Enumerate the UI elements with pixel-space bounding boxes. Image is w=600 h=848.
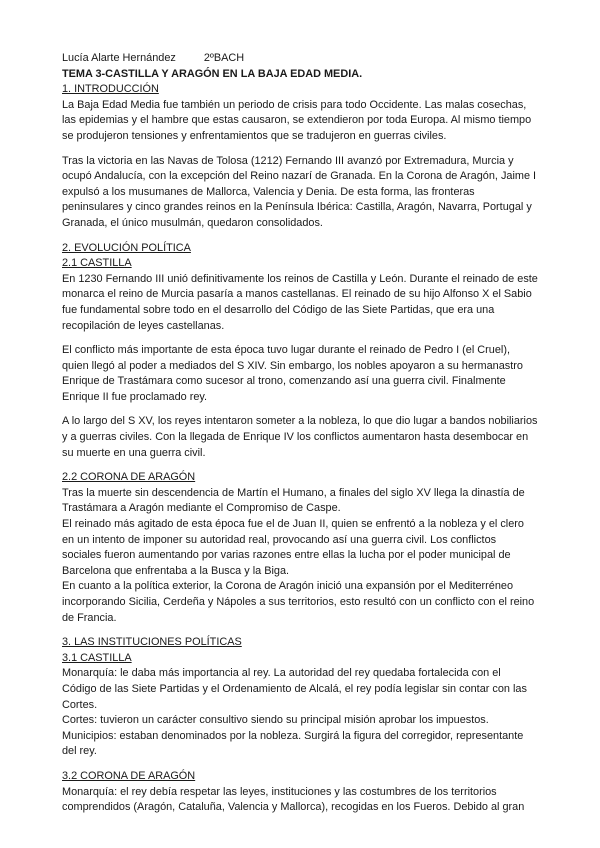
- subsection-heading-aragon-instituciones: 3.2 CORONA DE ARAGÓN: [62, 769, 196, 782]
- paragraph: Tras la muerte sin descendencia de Martín el Humano, a finales del siglo XV llega la dinastía de Trastámara a Aragón mediante el Compromiso de Caspe.: [62, 486, 525, 515]
- paragraph: Monarquía: el rey debía respetar las leyes, instituciones y las costumbres de los territorios comprendidos (Aragón, Cataluña, Valencia y Mallorca), recogidas en los Fueros. Debido al gran: [62, 785, 525, 814]
- paragraph: Cortes: tuvieron un carácter consultivo siendo su principal misión aprobar los impuestos.: [62, 714, 489, 727]
- section-heading-instituciones: 3. LAS INSTITUCIONES POLÍTICAS: [62, 636, 242, 649]
- subsection-heading-castilla-instituciones: 3.1 CASTILLA: [62, 651, 132, 664]
- paragraph: Tras la victoria en las Navas de Tolosa (1212) Fernando III avanzó por Extremadura, Murcia y ocupó Andalucía, con la excepción del Reino nazarí de Granada. En la Corona de Aragón, Jaime I expulsó a los musumanes de Mallorca, Valencia y Denia. De esta forma, las fronteras peninsulares y cinco grandes reinos en la Península Ibérica: Castilla, Aragón, Navarra, Portugal y Granada, el único musulmán, quedaron consolidados.: [62, 154, 537, 229]
- paragraph: Monarquía: le daba más importancia al rey. La autoridad del rey quedaba fortalecida con el Código de las Siete Partidas y el Ordenamiento de Alcalá, el rey podía legislar sin contar con las Cortes.: [62, 667, 527, 711]
- paragraph: La Baja Edad Media fue también un periodo de crisis para todo Occidente. Las malas cosechas, las epidemias y el hambre que estas causaron, se extendieron por toda Europa. Al mismo tiempo se produjeron tensiones y enfrentamientos que se tradujeron en guerras civiles.: [62, 98, 532, 142]
- section-heading-introduccion: 1. INTRODUCCIÓN: [62, 83, 159, 96]
- paragraph: En 1230 Fernando III unió definitivamente los reinos de Castilla y León. Durante el reinado de este monarca el reino de Murcia pasaría a manos castellanas. El reinado de su hijo Alfonso X el Sabio fue fundamental sobre todo en el desarrollo del Código de las Siete Partidas, que era una recopilación de leyes castellanas.: [62, 272, 538, 332]
- paragraph: Municipios: estaban denominados por la nobleza. Surgirá la figura del corregidor, representante del rey.: [62, 729, 524, 758]
- section-heading-evolucion: 2. EVOLUCIÓN POLÍTICA: [62, 241, 191, 254]
- paragraph: El reinado más agitado de esta época fue el de Juan II, quien se enfrentó a la nobleza y el clero en un intento de imponer su autoridad real, provocando así una guerra civil. Los conflictos sociales fueron aumentando por varias razones entre ellas la lucha por el poder municipal de Barcelona que enfrentaba a la Busca y la Biga.: [62, 518, 524, 577]
- course-label: 2ºBACH: [203, 52, 245, 64]
- author-name: Lucía Alarte Hernández: [62, 52, 176, 64]
- subsection-heading-aragon: 2.2 CORONA DE ARAGÓN: [62, 471, 196, 484]
- paragraph: A lo largo del S XV, los reyes intentaron someter a la nobleza, lo que dio lugar a bandos nobiliarios y a guerras civiles. Con la llegada de Enrique IV los conflictos aumentaron hasta desembocar en su muerte en una guerra civil.: [62, 415, 538, 459]
- paragraph: En cuanto a la política exterior, la Corona de Aragón inició una expansión por el Mediterréneo incorporando Sicilia, Cerdeña y Nápoles a sus territorios, esto resultó con un conflicto con el reino de Francia.: [62, 580, 535, 624]
- document-title: TEMA 3-CASTILLA Y ARAGÓN EN LA BAJA EDAD MEDIA.: [62, 67, 363, 80]
- subsection-heading-castilla: 2.1 CASTILLA: [62, 257, 132, 270]
- author-line: [62, 51, 538, 67]
- paragraph: El conflicto más importante de esta época tuvo lugar durante el reinado de Pedro I (el Cruel), quien llegó al poder a mediados del S XIV. Sin embargo, los nobles apoyaron a su hermanastro Enrique de Trastámara como sucesor al trono, comenzando así una guerra civil. Finalmente Enrique II fue proclamado rey.: [62, 344, 523, 403]
